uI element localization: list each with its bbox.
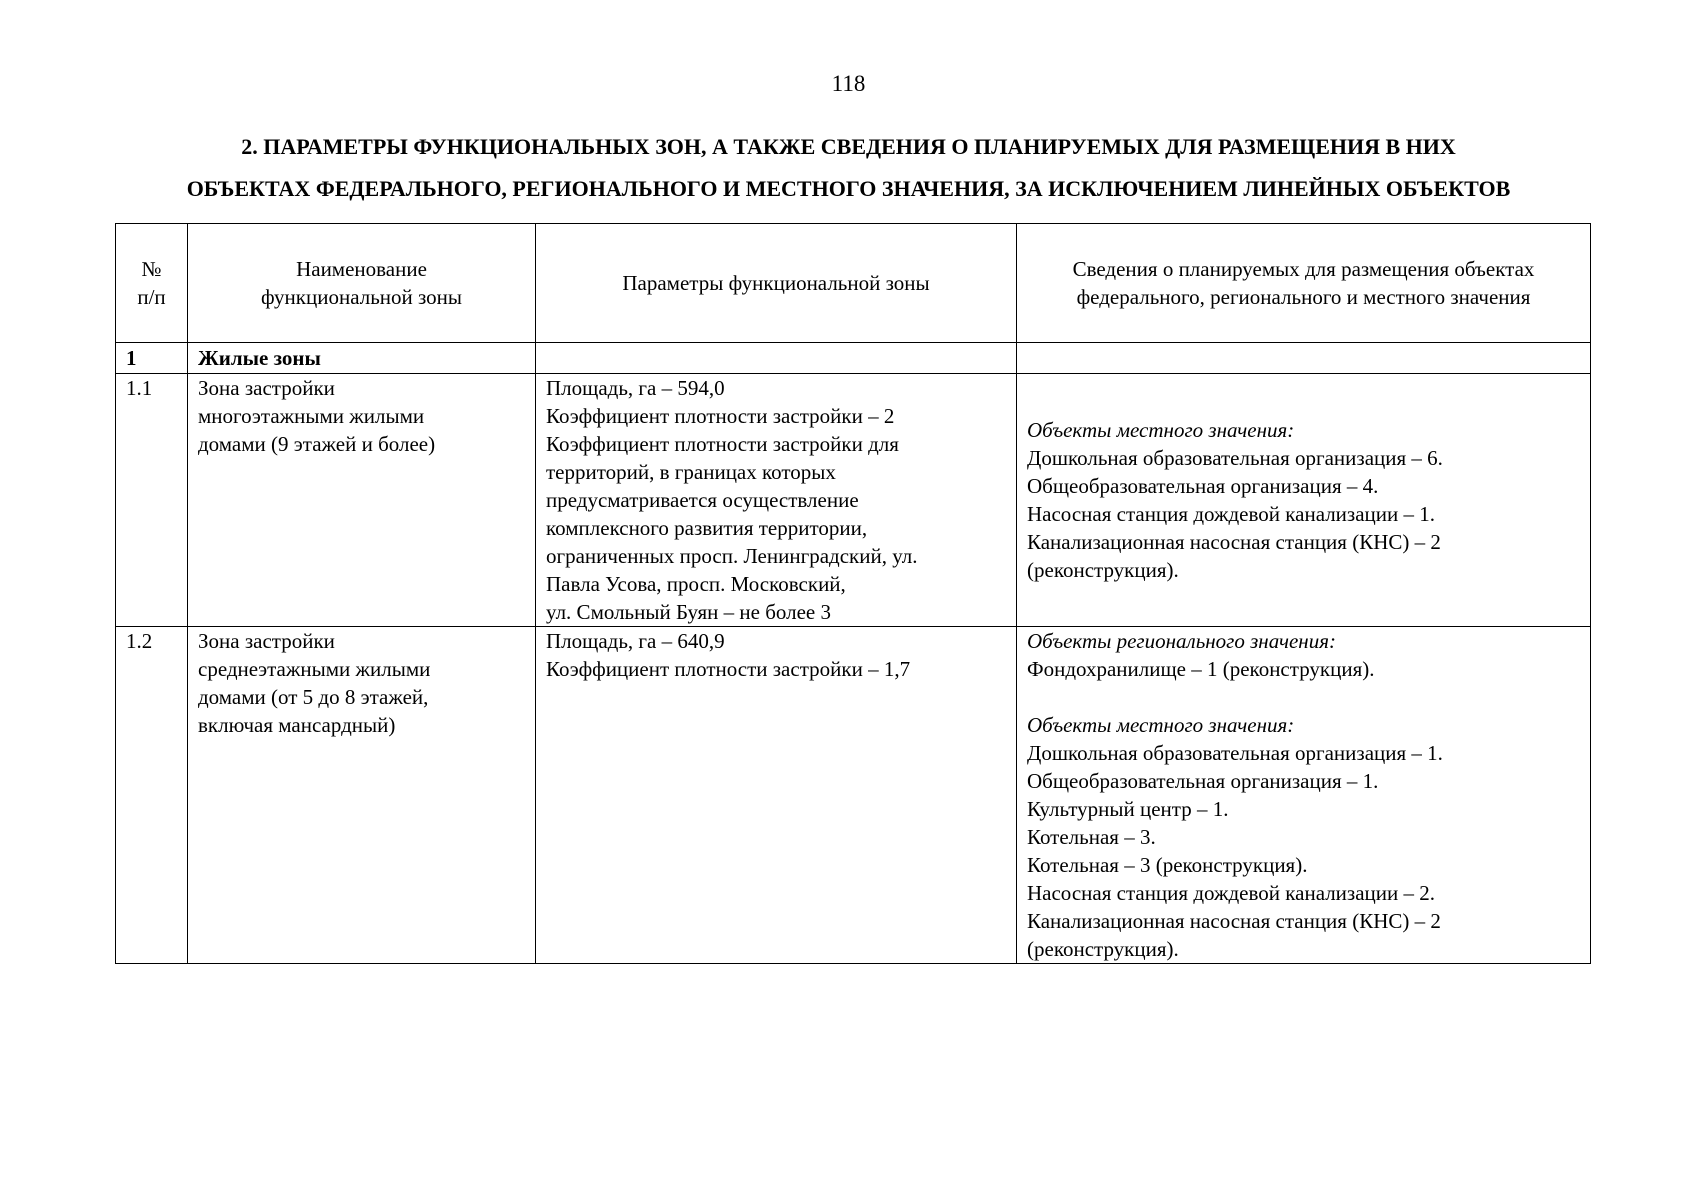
object-line: Общеобразовательная организация – 1. bbox=[1027, 769, 1379, 793]
param-line: предусматривается осуществление bbox=[546, 488, 859, 512]
header-zone-name-line-2: функциональной зоны bbox=[260, 285, 463, 309]
section-title-line-1: 2. ПАРАМЕТРЫ ФУНКЦИОНАЛЬНЫХ ЗОН, А ТАКЖЕ СВЕДЕНИЯ О ПЛАНИРУЕМЫХ ДЛЯ РАЗМЕЩЕНИЯ В НИХ bbox=[241, 134, 1456, 159]
zone-name-line: домами (от 5 до 8 этажей, bbox=[198, 685, 429, 709]
row-planned-objects bbox=[1017, 627, 1591, 964]
param-line: комплексного развития территории, bbox=[546, 516, 868, 540]
zone-name-line: Зона застройки bbox=[198, 629, 335, 653]
object-line: (реконструкция). bbox=[1027, 558, 1179, 582]
zone-name-line: многоэтажными жилыми bbox=[198, 404, 425, 428]
object-line: Фондохранилище – 1 (реконструкция). bbox=[1027, 657, 1375, 681]
param-line: Коэффициент плотности застройки – 1,7 bbox=[546, 657, 911, 681]
zone-name-line: включая мансардный) bbox=[198, 713, 396, 737]
param-line: ул. Смольный Буян – не более 3 bbox=[546, 600, 831, 624]
header-num bbox=[116, 224, 188, 343]
param-line: Площадь, га – 640,9 bbox=[546, 629, 725, 653]
row-zone-name bbox=[188, 374, 536, 627]
group-num: 1 bbox=[116, 343, 188, 374]
group-objects-empty bbox=[1017, 343, 1591, 374]
regional-objects-heading: Объекты регионального значения: bbox=[1027, 629, 1336, 653]
page-number: 118 bbox=[831, 71, 866, 96]
header-planned-objects bbox=[1017, 224, 1591, 343]
header-zone-name-line-1: Наименование bbox=[296, 257, 427, 281]
group-params-empty bbox=[536, 343, 1017, 374]
section-title bbox=[100, 126, 1597, 210]
param-line: Коэффициент плотности застройки – 2 bbox=[546, 404, 895, 428]
row-planned-objects bbox=[1017, 374, 1591, 627]
table-row bbox=[116, 627, 1591, 964]
functional-zones-table bbox=[115, 223, 1591, 964]
table-group-row bbox=[116, 343, 1591, 374]
header-zone-name bbox=[188, 224, 536, 343]
paragraph-gap bbox=[1027, 683, 1580, 711]
object-line: Общеобразовательная организация – 4. bbox=[1027, 474, 1379, 498]
param-line: Площадь, га – 594,0 bbox=[546, 376, 725, 400]
row-num: 1.1 bbox=[116, 374, 188, 627]
header-num-line-2: п/п bbox=[137, 285, 166, 309]
row-num: 1.2 bbox=[116, 627, 188, 964]
object-line: Котельная – 3. bbox=[1027, 825, 1156, 849]
zone-name-line: Зона застройки bbox=[198, 376, 335, 400]
local-objects-heading: Объекты местного значения: bbox=[1027, 418, 1295, 442]
object-line: (реконструкция). bbox=[1027, 937, 1179, 961]
table-row bbox=[116, 374, 1591, 627]
row-zone-params bbox=[536, 374, 1017, 627]
table-header-row bbox=[116, 224, 1591, 343]
zone-name-line: среднеэтажными жилыми bbox=[198, 657, 431, 681]
object-line: Насосная станция дождевой канализации – 2. bbox=[1027, 881, 1436, 905]
object-line: Канализационная насосная станция (КНС) – 2 bbox=[1027, 530, 1441, 554]
header-planned-objects-line-1: Сведения о планируемых для размещения объектах bbox=[1072, 257, 1535, 281]
row-zone-name bbox=[188, 627, 536, 964]
object-line: Дошкольная образовательная организация – 6. bbox=[1027, 446, 1443, 470]
header-zone-params: Параметры функциональной зоны bbox=[536, 224, 1017, 343]
group-name: Жилые зоны bbox=[188, 343, 536, 374]
object-line: Насосная станция дождевой канализации – 1. bbox=[1027, 502, 1436, 526]
object-line: Культурный центр – 1. bbox=[1027, 797, 1229, 821]
zone-name-line: домами (9 этажей и более) bbox=[198, 432, 436, 456]
param-line: Павла Усова, просп. Московский, bbox=[546, 572, 846, 596]
local-objects-heading: Объекты местного значения: bbox=[1027, 713, 1295, 737]
param-line: Коэффициент плотности застройки для bbox=[546, 432, 899, 456]
header-num-line-1: № bbox=[141, 257, 162, 281]
param-line: ограниченных просп. Ленинградский, ул. bbox=[546, 544, 918, 568]
section-title-line-2: ОБЪЕКТАХ ФЕДЕРАЛЬНОГО, РЕГИОНАЛЬНОГО И МЕСТНОГО ЗНАЧЕНИЯ, ЗА ИСКЛЮЧЕНИЕМ ЛИНЕЙНЫХ ОБЪЕКТОВ bbox=[186, 176, 1511, 201]
header-planned-objects-line-2: федерального, регионального и местного значения bbox=[1076, 285, 1531, 309]
object-line: Канализационная насосная станция (КНС) – 2 bbox=[1027, 909, 1441, 933]
object-line: Котельная – 3 (реконструкция). bbox=[1027, 853, 1308, 877]
row-zone-params bbox=[536, 627, 1017, 964]
param-line: территорий, в границах которых bbox=[546, 460, 836, 484]
object-line: Дошкольная образовательная организация – 1. bbox=[1027, 741, 1443, 765]
